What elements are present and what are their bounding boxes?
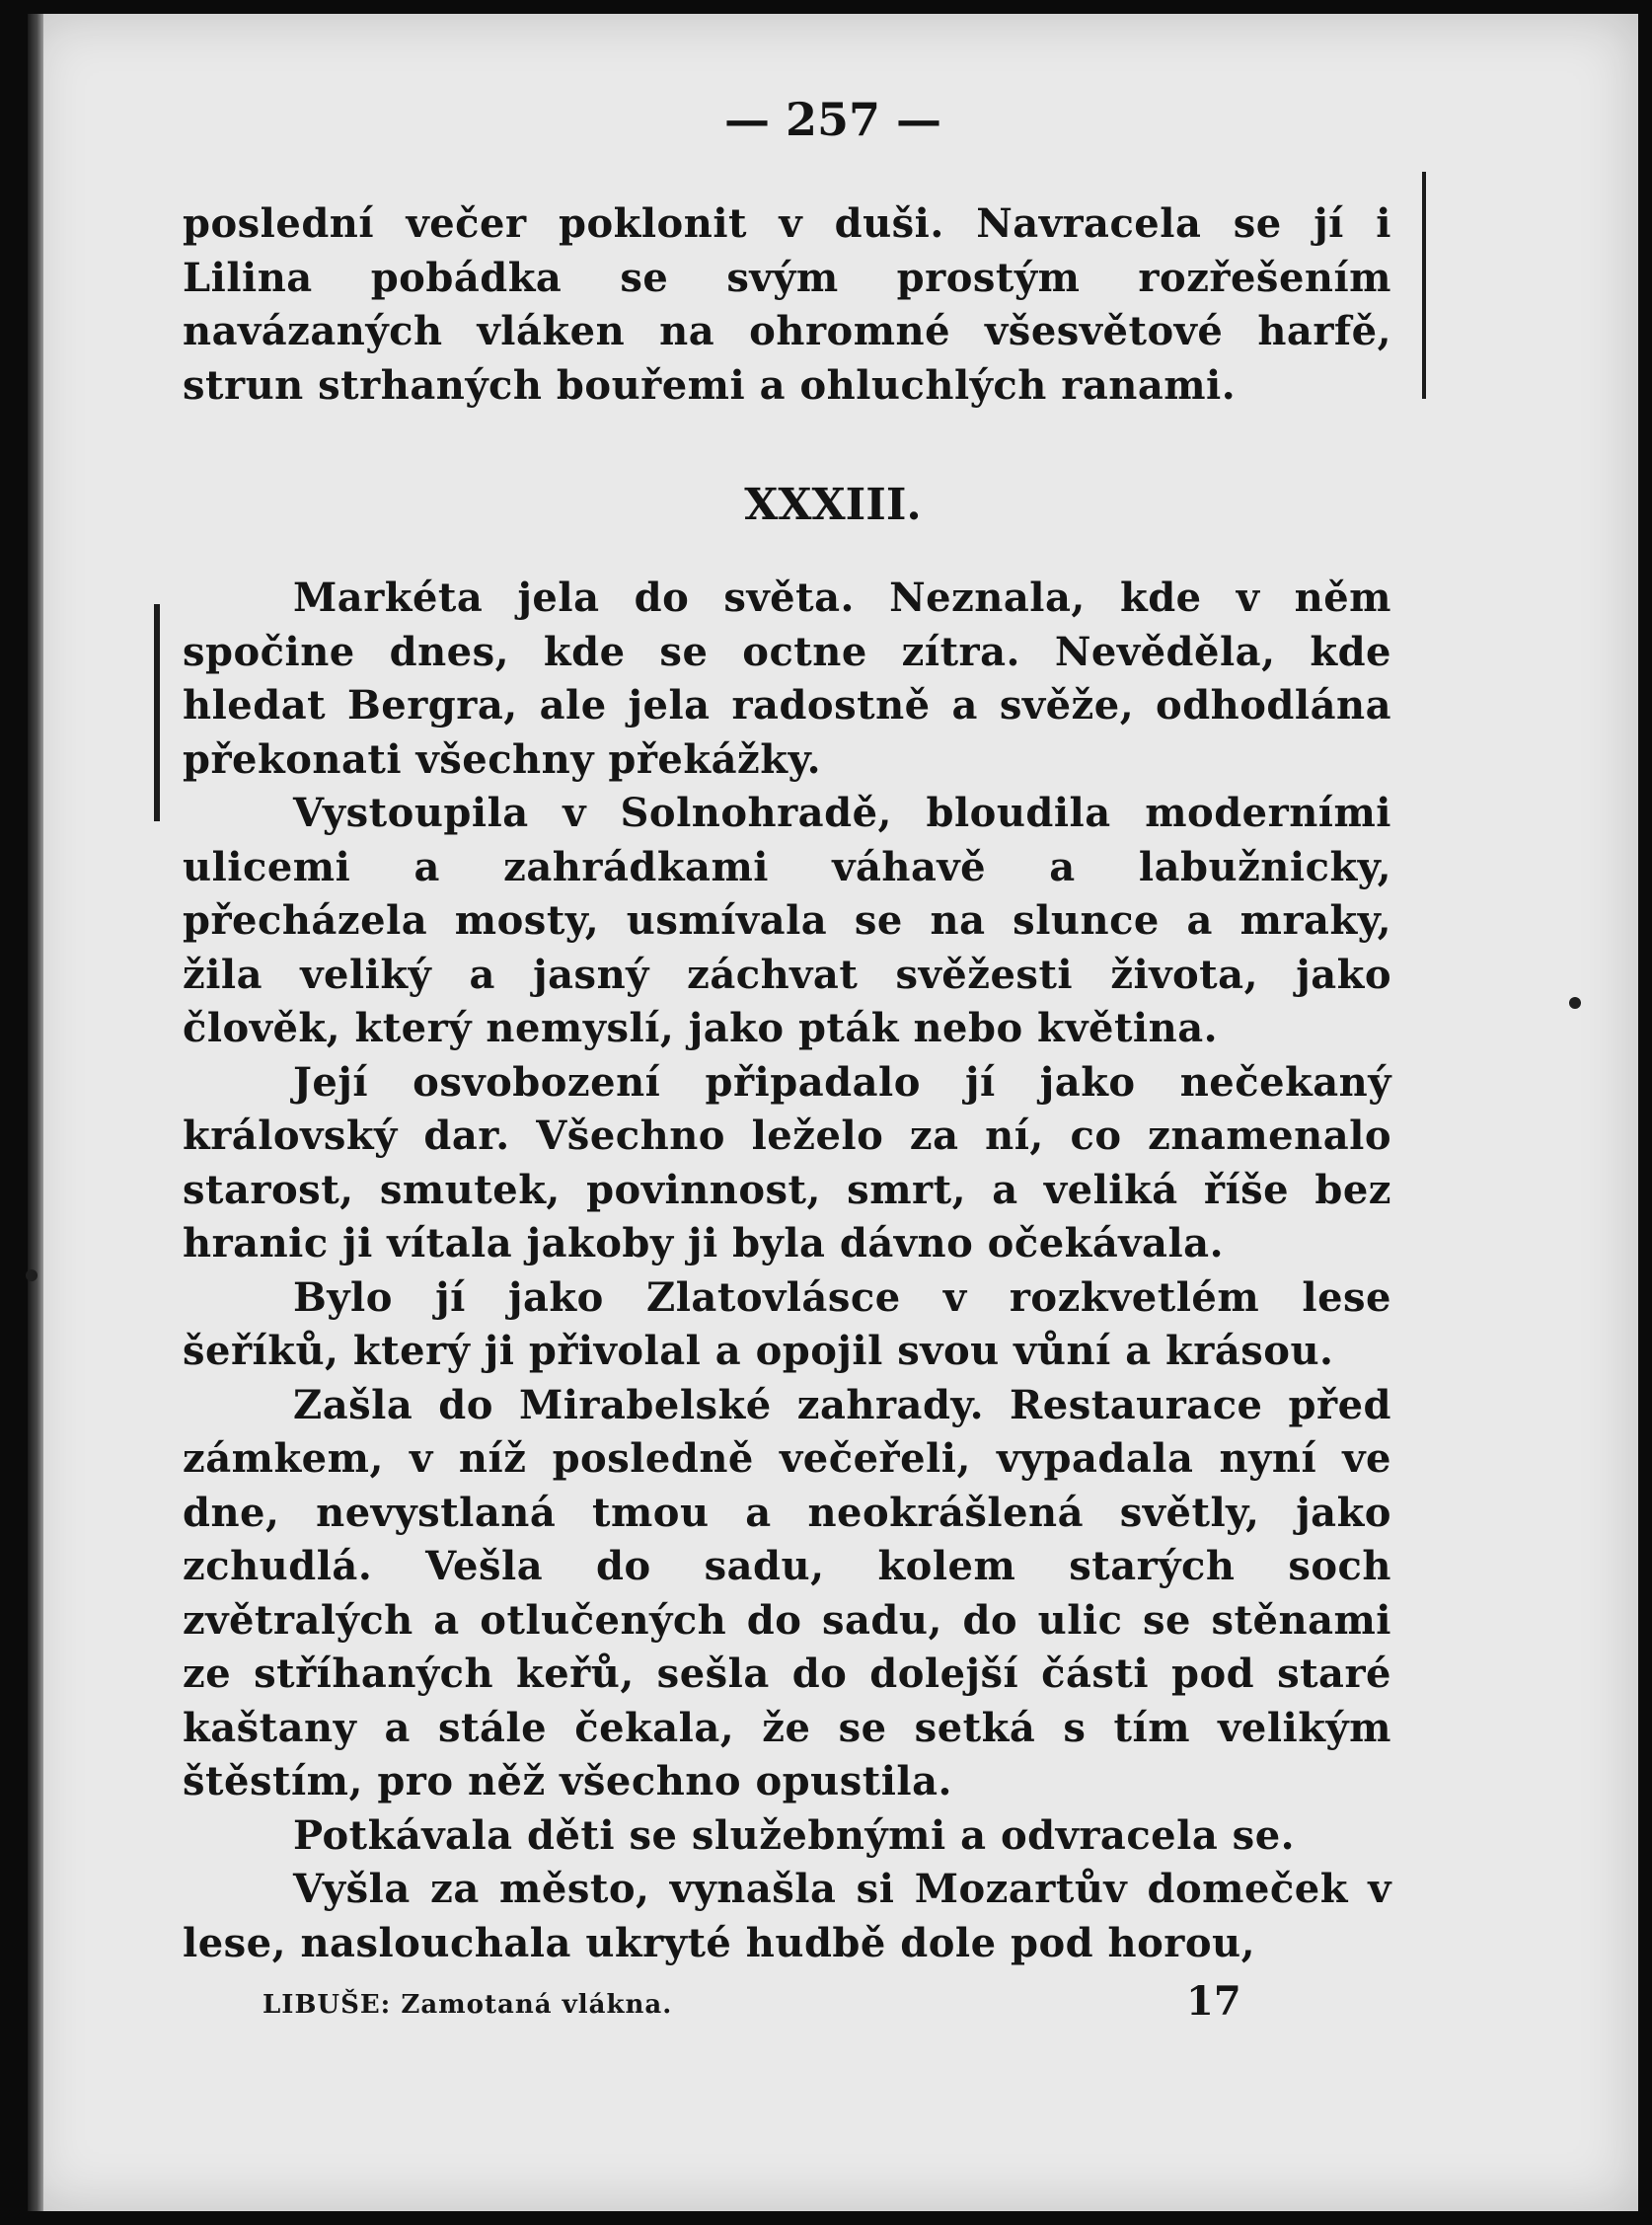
printer-signature: LIBUŠE: Zamotaná vlákna. — [263, 1990, 673, 2020]
margin-pencil-mark — [1422, 172, 1426, 399]
chapter-body — [183, 572, 1391, 1970]
chapter-heading: XXXIII. — [744, 480, 922, 530]
margin-pencil-mark — [154, 604, 160, 821]
continued-paragraph-block — [183, 197, 1391, 413]
ink-speck — [1569, 997, 1581, 1009]
paragraph: poslední večer poklonit v duši. Navracela se jí i Lilina pobádka se svým prostým rozřešením navázaných vláken na ohromné všesvětové harfě, strun strhaných bouřemi a ohluchlých ranami. — [183, 200, 1391, 409]
paragraph: Její osvobození připadalo jí jako nečekaný královský dar. Všechno leželo za ní, co znamenalo starost, smutek, povinnost, smrt, a veliká říše bez hranic ji vítala jakoby ji byla dávno očekávala. — [183, 1058, 1391, 1266]
paragraph: Bylo jí jako Zlatovlásce v rozkvetlém lese šeříků, který ji přivolal a opojil svou vůní a krásou. — [183, 1273, 1391, 1374]
paragraph: Vystoupila v Solnohradě, bloudila moderními ulicemi a zahrádkami váhavě a labužnicky, přecházela mosty, usmívala se na slunce a mraky, žila veliký a jasný záchvat svěžesti života, jako člověk, který nemyslí, jako pták nebo květina. — [183, 790, 1391, 1051]
page-number: — 257 — — [723, 93, 942, 146]
paragraph: Markéta jela do světa. Neznala, kde v něm spočine dnes, kde se octne zítra. Nevěděla, kde hledat Bergra, ale jela radostně a svěže, odhodlána překonati všechny překážky. — [183, 575, 1391, 783]
ink-speck — [26, 1269, 38, 1281]
book-page — [28, 14, 1638, 2211]
page-spine-shadow — [28, 14, 43, 2211]
paragraph: Zašla do Mirabelské zahrady. Restaurace před zámkem, v níž posledně večeřeli, vypadala nyní ve dne, nevystlaná tmou a neokrášlená světly, jako zchudlá. Vešla do sadu, kolem starých soch zvětralých a otlučených do sadu, do ulic se stěnami ze stříhaných keřů, sešla do dolejší části pod staré kaštany a stále čekala, že se setká s tím velikým štěstím, pro něž všechno opustila. — [183, 1381, 1391, 1804]
paragraph: Vyšla za město, vynašla si Mozartův domeček v lese, naslouchala ukryté hudbě dole pod horou, — [183, 1866, 1391, 1966]
sheet-number: 17 — [1186, 1978, 1241, 2025]
paragraph: Potkávala děti se služebnými a odvracela se. — [293, 1811, 1296, 1859]
